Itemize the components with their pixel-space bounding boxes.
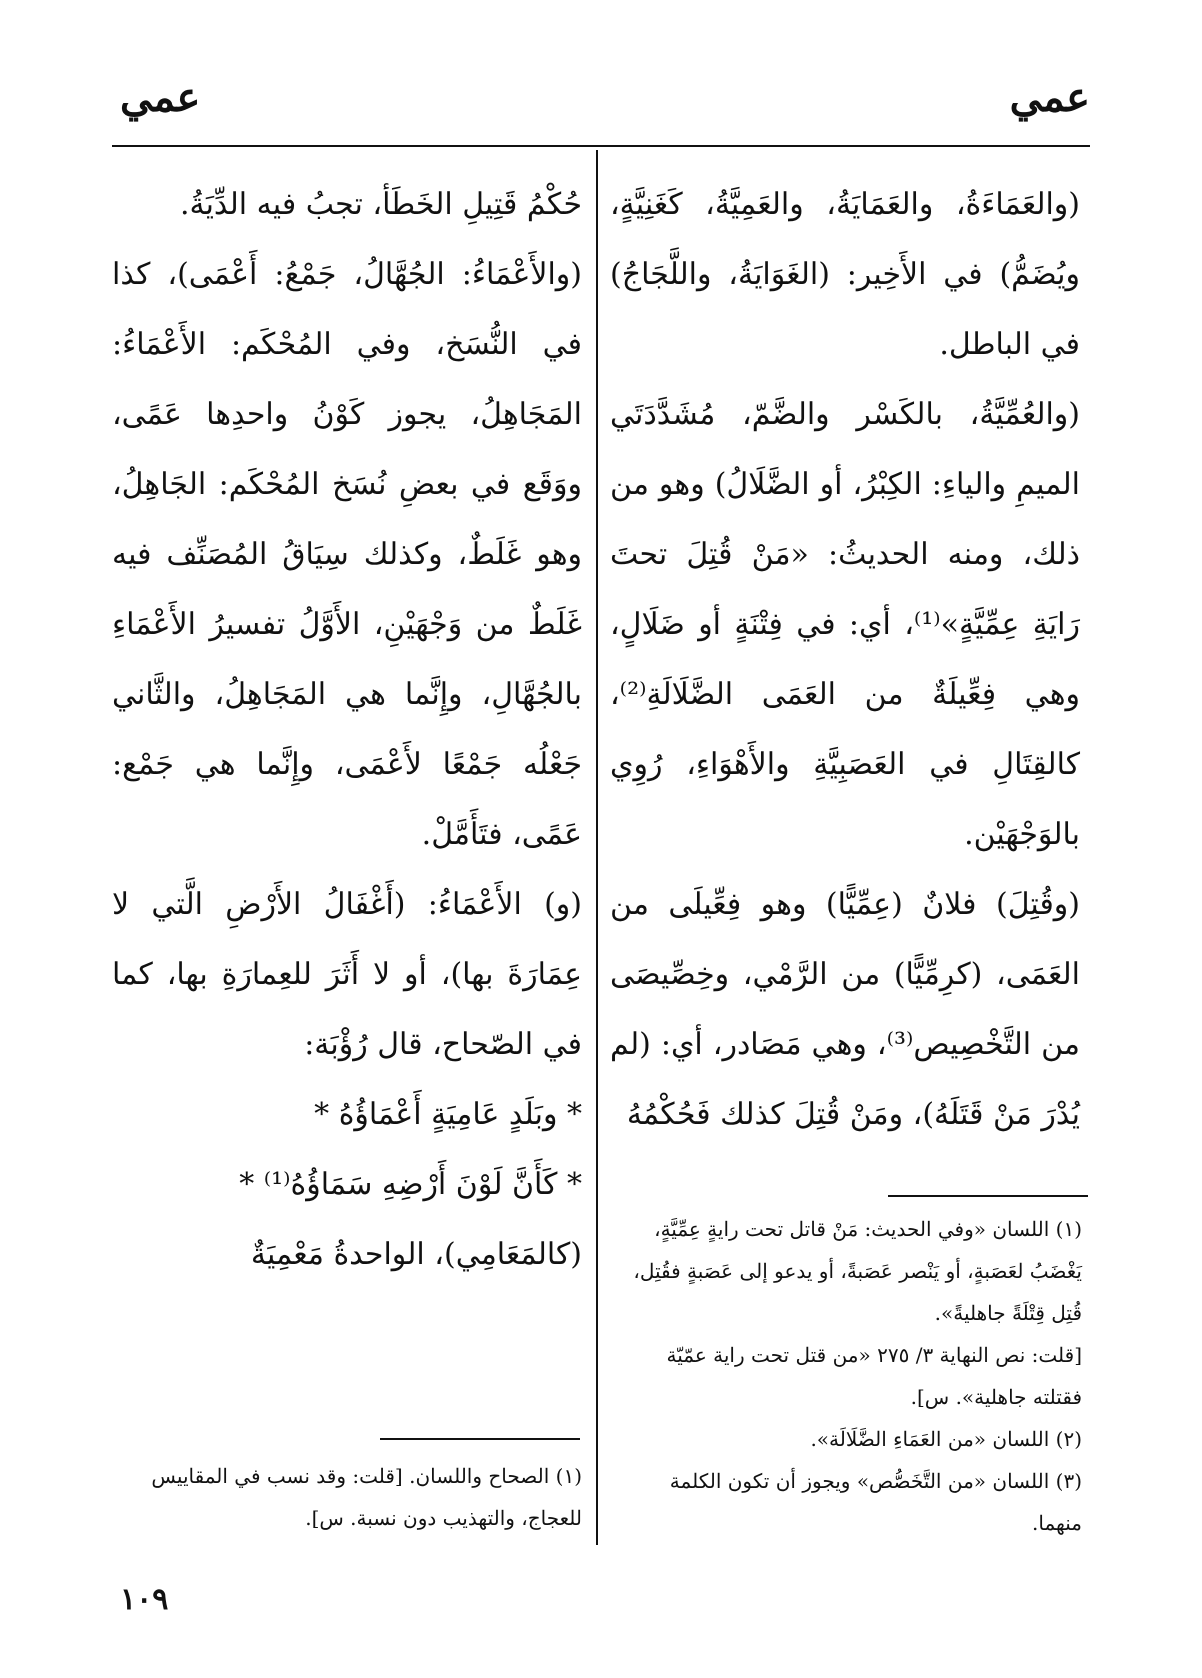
left-paragraph-1: حُكْمُ قَتِيلِ الخَطَأ، تجبُ فيه الدِّيَةُ. xyxy=(179,187,582,222)
footnote-left-1: (١) الصحاح واللسان. [قلت: وقد نسب في المقاييس للعجاج، والتهذيب دون نسبة. س]. xyxy=(151,1464,582,1530)
right-paragraph-1: (والعَمَاءَةُ، والعَمَايَةُ، والعَمِيَّةُ، كَغَنِيَّةٍ، ويُضَمُّ) في الأَخِير: (الغَوَايَةُ، واللَّجَاجُ) في الباطل. xyxy=(610,187,1080,362)
left-paragraph-3: (و) الأَعْمَاءُ: (أَغْفَالُ الأَرْضِ الَّتي لا عِمَارَةَ بها)، أو لا أَثَرَ للعِمارَةِ بها، كما في الصّحاح، قال رُؤْبَة: xyxy=(112,887,582,1062)
page-header-right: عمي xyxy=(1009,74,1090,121)
left-paragraph-2: (والأَعْمَاءُ: الجُهَّالُ، جَمْعُ: أَعْمَى)، كذا في النُّسَخ، وفي المُحْكَم: الأَعْمَاءُ: المَجَاهِلُ، يجوز كَوْنُ واحدِها عَمًى، ووَقَع في بعضِ نُسَخ المُحْكَم: الجَاهِلُ، وهو غَلَطٌ، وكذلك سِيَاقُ المُصَنِّف فيه غَلَطٌ من وَجْهَيْنِ، الأَوَّلُ تفسيرُ الأَعْمَاءِ بالجُهَّالِ، وإِنَّما هي المَجَاهِلُ، والثَّاني جَعْلُه جَمْعًا لأَعْمَى، وإِنَّما هي جَمْع: عَمًى، فتَأَمَّلْ. xyxy=(112,257,582,852)
header-rule xyxy=(112,145,1090,147)
footnote-right-3: (٣) اللسان «من التَّخَصُّص» ويجوز أن تكون الكلمة منهما. xyxy=(669,1469,1082,1535)
footnote-right-1-note: [قلت: نص النهاية ٣/ ٢٧٥ «من قتل تحت راية عمّيّة فقتلته جاهلية». س]. xyxy=(666,1343,1082,1409)
left-paragraph-4: (كالمَعَامِي)، الواحدةُ مَعْمِيَةٌ xyxy=(250,1237,582,1272)
verse-line-2: * كَأَنَّ لَوْنَ أَرْضِهِ سَمَاؤُهُ⁽¹⁾ * xyxy=(239,1167,582,1202)
left-column xyxy=(112,170,582,1290)
right-column xyxy=(610,170,1080,1150)
page-header-left: عمي xyxy=(120,74,201,121)
right-paragraph-2: (والعُمِّيَّةُ، بالكَسْر والضَّمّ، مُشَدَّدَتَي الميمِ والياءِ: الكِبْرُ، أو الضَّلَالُ) وهو من ذلك، ومنه الحديثُ: «مَنْ قُتِلَ تحتَ رَايَةِ عِمِّيَّةٍ»⁽¹⁾، أي: في فِتْنَةٍ أو ضَلَالٍ، وهي فِعِّيلَةٌ من العَمَى الضَّلَالَةِ⁽²⁾، كالقِتَالِ في العَصَبِيَّةِ والأَهْوَاءِ، رُوِي بالوَجْهَيْن. xyxy=(610,397,1080,852)
right-paragraph-3: (وقُتِلَ) فلانٌ (عِمِّيًّا) وهو فِعِّيلَى من العَمَى، (كرِمِّيًّا) من الرَّمْي، وخِصِّيصَى من التَّخْصِيص⁽³⁾، وهي مَصَادر، أي: (لم يُدْرَ مَنْ قَتَلَهُ)، ومَنْ قُتِلَ كذلك فَحُكْمُهُ xyxy=(610,887,1080,1132)
footnote-rule-right xyxy=(888,1195,1088,1197)
footnotes-right xyxy=(630,1208,1082,1544)
column-divider xyxy=(596,150,598,1545)
footnote-right-1: (١) اللسان «وفي الحديث: مَنْ قاتل تحت رايةٍ عِمِّيَّةٍ، يَغْضَبُ لعَصَبةٍ، أو يَنْصر عَصَبةً، أو يدعو إلى عَصَبةٍ فقُتِل، قُتِل قِتْلَةً جاهليةً». xyxy=(633,1217,1082,1325)
page-number: ١٠٩ xyxy=(120,1582,169,1617)
footnote-right-2: (٢) اللسان «من العَمَاءِ الضَّلَالَة». xyxy=(810,1427,1082,1451)
footnotes-left xyxy=(112,1455,582,1539)
verse-line-1: * وبَلَدٍ عَامِيَةٍ أَعْمَاؤُهُ * xyxy=(314,1097,582,1132)
footnote-rule-left xyxy=(380,1438,580,1440)
